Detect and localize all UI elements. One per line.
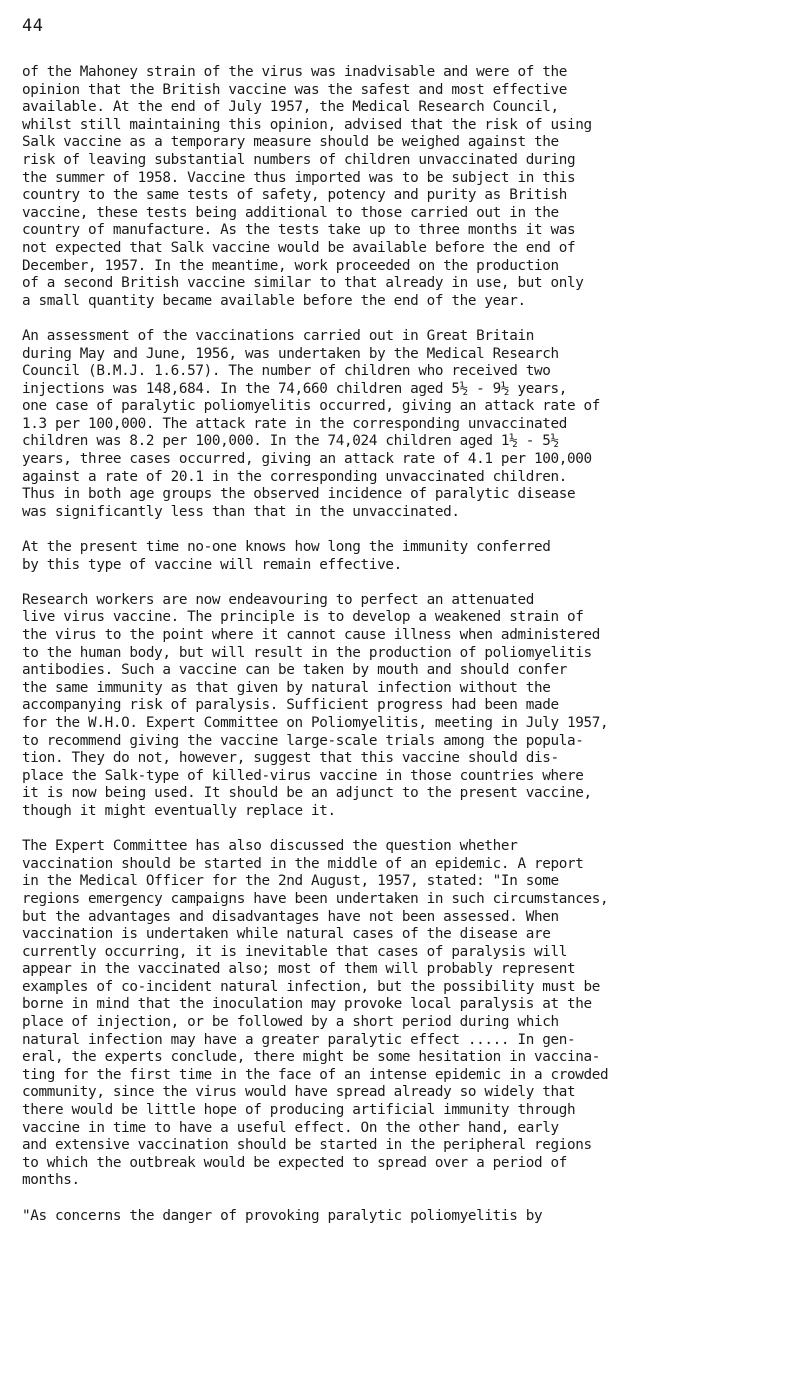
paragraph-epidemic-vaccination: The Expert Committee has also discussed the question whether vaccination should be started in the middle of an epidemic. A report in the Medical Officer for the 2nd August, 1957, stated: "In some regions emergency campaigns have been undertaken in such circumstances, but the advantages and disadvantages have not been assessed. When vaccination is undertaken while natural cases of the disease are currently occurring, it is inevitable that cases of paralysis will appear in the vaccinated also; most of them will probably represent examples of co-incident natural infection, but the possibility must be borne in mind that the inoculation may provoke local paralysis at the place of injection, or be followed by a short period during which natural infection may have a greater paralytic effect ..... In gen- eral, the experts conclude, there might be some hesitation in vaccina- ting for the first time in the face of an intense epidemic in a crowded community, since the virus would have spread already so widely that there would be little hope of producing artificial immunity through vaccine in time to have a useful effect. On the other hand, early and extensive vaccination should be started in the peripheral regions to which the outbreak would be expected to spread over a period of months.: [22, 838, 609, 1189]
page-number: 44: [22, 16, 44, 36]
paragraph-immunity-duration: At the present time no-one knows how long the immunity conferred by this type of vaccine will remain effective.: [22, 539, 551, 573]
body-text: [22, 64, 792, 1225]
paragraph-mrc-assessment: An assessment of the vaccinations carried out in Great Britain during May and June, 1956, was undertaken by the Medical Research Council (B.M.J. 1.6.57). The number of children who received two injections was 148,684. In the 74,660 children aged 5½ - 9½ years, one case of paralytic poliomyelitis occurred, giving an attack rate of 1.3 per 100,000. The attack rate in the corresponding unvaccinated children was 8.2 per 100,000. In the 74,024 children aged 1½ - 5½ years, three cases occurred, giving an attack rate of 4.1 per 100,000 against a rate of 20.1 in the corresponding unvaccinated children. Thus in both age groups the observed incidence of paralytic disease was significantly less than that in the unvaccinated.: [22, 327, 601, 520]
paragraph-paralysis-danger: "As concerns the danger of provoking paralytic poliomyelitis by: [22, 1207, 543, 1224]
paragraph-live-virus-vaccine: Research workers are now endeavouring to perfect an attenuated live virus vaccine. The principle is to develop a weakened strain of the virus to the point where it cannot cause illness when administered to the human body, but will result in the production of poliomyelitis antibodies. Such a vaccine can be taken by mouth and should confer the same immunity as that given by natural infection without the accompanying risk of paralysis. Sufficient progress had been made for the W.H.O. Expert Committee on Poliomyelitis, meeting in July 1957, to recommend giving the vaccine large-scale trials among the popula- tion. They do not, however, suggest that this vaccine should dis- place the Salk-type of killed-virus vaccine in those countries where it is now being used. It should be an adjunct to the present vaccine, though it might eventually replace it.: [22, 591, 609, 819]
paragraph-salk-import: of the Mahoney strain of the virus was inadvisable and were of the opinion that the British vaccine was the safest and most effective available. At the end of July 1957, the Medical Research Council, whilst still maintaining this opinion, advised that the risk of using Salk vaccine as a temporary measure should be weighed against the risk of leaving substantial numbers of children unvaccinated during the summer of 1958. Vaccine thus imported was to be subject in this country to the same tests of safety, potency and purity as British vaccine, these tests being additional to those carried out in the country of manufacture. As the tests take up to three months it was not expected that Salk vaccine would be available before the end of December, 1957. In the meantime, work proceeded on the production of a second British vaccine similar to that already in use, but only a small quantity became available before the end of the year.: [22, 64, 592, 309]
